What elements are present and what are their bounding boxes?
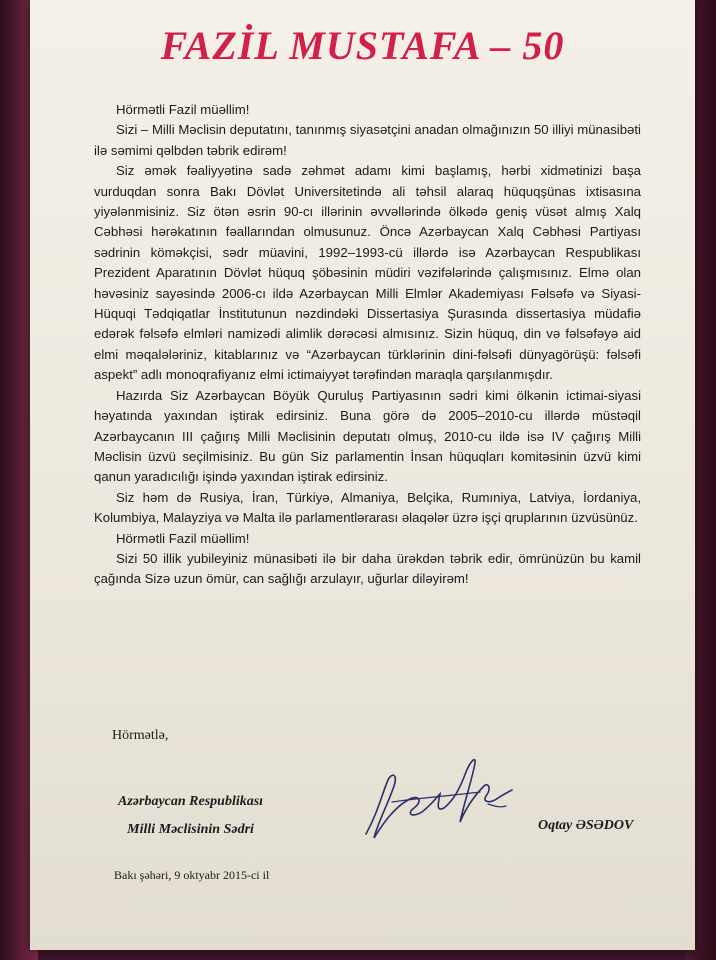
paragraph: Sizi – Milli Məclisin deputatını, tanınmış siyasətçini anadan olmağınızın 50 illiyi münasibəti ilə səmimi qəlbdən təbrik edirəm!: [94, 122, 641, 158]
salutation-repeat: Hörmətli Fazil müəllim!: [116, 530, 250, 546]
letter-page: [30, 0, 695, 950]
handwritten-signature: [348, 742, 518, 852]
signatory-title-line2: Milli Məclisinin Sədri: [127, 822, 254, 837]
salutation: Hörmətli Fazil müəllim!: [116, 102, 250, 117]
letter-body: [94, 100, 641, 590]
paragraph: Siz əmək fəaliyyətinə sadə zəhmət adamı kimi başlamış, hərbi xidmətinizi başa vurduqdan sonra Bakı Dövlət Universitetində ali təhsil alaraq hüquqşünas ixtisasına yiyələnmisiniz. Siz ötən əsrin 90-cı illərinin əvvəllərində ölkədə geniş vüsət almış Xalq Cəbhəsi hərəkatının fəallarından olmusunuz. Öncə Azərbaycan Xalq Cəbhəsi Partiyası sədrinin köməkçisi, sədr müavini, 1992–1993-cü illərdə isə Azərbaycan Respublikası Prezident Aparatının Dövlət hüquq şöbəsinin müdiri vəzifələrində çalışmısınız. Elmə olan həvəsiniz sayəsində 2006-cı ildə Azərbaycan Milli Elmlər Akademiyası Fəlsəfə və Siyasi-Hüquqi Tədqiqatlar İnstitutunun nəzdindəki Dissertasiya Şurasında dissertasiya müdafiə edərək fəlsəfə elmləri namizədi alimlik dərəcəsi almısınız. Sizin hüquq, din və fəlsəfəyə aid elmi məqalələriniz, kitablarınız və “Azərbaycan türklərinin dini-fəlsəfi dünyagörüşü: fəlsəfi aspekt” adlı monoqrafiyanız elmi ictimaiyyət tərəfindən maraqla qarşılanmışdır.: [94, 163, 641, 383]
letter-title: FAZİL MUSTAFA – 50: [160, 23, 565, 68]
closing-text: Hörmətlə,: [112, 728, 169, 743]
paragraph: Siz həm də Rusiya, İran, Türkiyə, Almaniya, Belçika, Rumıniya, Latviya, İordaniya, Kolumbiya, Malayziya və Malta ilə parlamentlərarası əlaqələr üzrə işçi qruplarının üzvüsünüz.: [94, 489, 641, 526]
signer-name: Oqtay ƏSƏDOV: [538, 818, 634, 833]
place-and-date: Bakı şəhəri, 9 oktyabr 2015-ci il: [114, 868, 270, 882]
paragraph: Sizi 50 illik yubileyiniz münasibəti ilə bir daha ürəkdən təbrik edir, ömrünüzün bu kamil çağında Sizə uzun ömür, can sağlığı arzulayır, uğurlar diləyirəm!: [94, 550, 641, 587]
signatory-title: [118, 788, 263, 844]
signatory-title-line1: Azərbaycan Respublikası: [118, 794, 264, 809]
paragraph: Hazırda Siz Azərbaycan Böyük Quruluş Partiyasının sədri kimi ölkənin ictimai-siyasi həyatında yaxından iştirak edirsiniz. Buna görə də 2005–2010-cu illərdə müstəqil Azərbaycanın III çağırış Milli Məclisinin deputatı olmuş, 2010-cu ildə isə IV çağırış Milli Məclisin üzvü seçilmisiniz. Bu gün Siz parlamentin İnsan hüquqları komitəsinin üzvü kimi qanun yaradıcılığı işində yaxından iştirak edirsiniz.: [94, 387, 641, 485]
